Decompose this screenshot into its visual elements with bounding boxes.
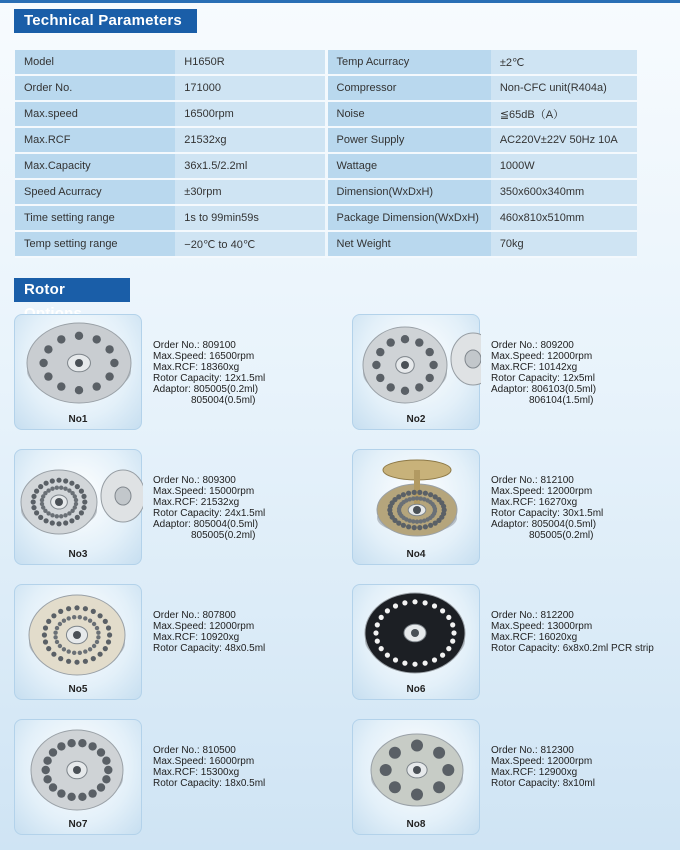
rotor-card-no7 [14,719,142,835]
parameter-label: Dimension(WxDxH) [328,180,491,206]
rotor-specs [153,745,265,789]
parameter-value: ±30rpm [175,180,325,206]
spec-line: Max.RCF: 10920xg [153,632,240,643]
spec-line: Order No.: 812100 [491,475,574,486]
spec-line: Max.Speed: 16000rpm [153,756,255,767]
parameter-value: 21532xg [175,128,325,154]
parameter-value: AC220V±22V 50Hz 10A [491,128,637,154]
rotor-label: No5 [68,684,88,695]
rotor-card-no6 [352,584,480,700]
spec-line: Max.RCF: 21532xg [153,497,240,508]
spec-line: Rotor Capacity: 18x0.5ml [153,778,266,789]
parameter-row [15,102,637,128]
spec-line: Order No.: 812200 [491,610,574,621]
spec-line: Rotor Capacity: 6x8x0.2ml PCR strip [491,643,654,654]
parameter-label: Net Weight [328,232,491,258]
parameter-value: ±2℃ [491,50,637,76]
spec-line: Order No.: 807800 [153,610,236,621]
spec-line: Order No.: 812300 [491,745,574,756]
parameter-label: Compressor [328,76,491,102]
parameter-label: Max.Capacity [15,154,175,180]
spec-line: Adaptor: 805005(0.2ml) [153,384,259,395]
parameter-label: Speed Acurracy [15,180,175,206]
spec-line: Order No.: 810500 [153,745,236,756]
spec-line: Rotor Capacity: 8x10ml [491,778,595,789]
parameter-value: H1650R [175,50,325,76]
spec-line: Max.RCF: 18360xg [153,362,240,373]
spec-line: Order No.: 809300 [153,475,236,486]
parameter-value: 1s to 99min59s [175,206,325,232]
parameter-label: Time setting range [15,206,175,232]
spec-line: Rotor Capacity: 48x0.5ml [153,643,266,654]
spec-line: Rotor Capacity: 24x1.5ml [153,508,266,519]
spec-line: Max.Speed: 16500rpm [153,351,255,362]
spec-line: Order No.: 809100 [153,340,236,351]
rotor-specs [153,340,265,406]
rotor-options-heading: Rotor [14,278,130,302]
parameter-value: 36x1.5/2.2ml [175,154,325,180]
spec-line: Max.RCF: 16020xg [491,632,578,643]
rotor-label: No6 [406,684,426,695]
parameter-label: Package Dimension(WxDxH) [328,206,491,232]
parameter-value: 1000W [491,154,637,180]
parameter-value: 460x810x510mm [491,206,637,232]
parameter-label: Order No. [15,76,175,102]
spec-line: Adaptor: 805004(0.5ml) [153,519,259,530]
rotor-specs [491,610,654,654]
parameter-value: ≦65dB（A） [491,102,637,128]
parameter-label: Model [15,50,175,76]
rotor-specs [491,340,596,406]
rotor-card-no4 [352,449,480,565]
parameter-value: 16500rpm [175,102,325,128]
rotor-label: No8 [406,819,426,830]
spec-line: Max.Speed: 12000rpm [491,756,593,767]
parameter-row [15,154,637,180]
spec-line: Max.RCF: 15300xg [153,767,240,778]
rotor-label: No4 [406,549,426,560]
rotor-specs [153,610,265,654]
spec-line-indented: 805005(0.2ml) [529,530,594,541]
spec-line-indented: 805005(0.2ml) [191,530,256,541]
spec-line: Max.Speed: 12000rpm [153,621,255,632]
rotor-specs [153,475,265,541]
rotor-card-no3 [14,449,142,565]
parameter-value: −20℃ to 40℃ [175,232,325,258]
spec-line: Adaptor: 805004(0.5ml) [491,519,597,530]
rotor-specs [491,745,595,789]
parameter-value: 171000 [175,76,325,102]
parameter-label: Temp Acurracy [328,50,491,76]
parameter-row [15,232,637,258]
spec-line-indented: 805004(0.5ml) [191,395,256,406]
rotor-label: No3 [68,549,88,560]
spec-line: Rotor Capacity: 12x5ml [491,373,595,384]
spec-line-indented: 806104(1.5ml) [529,395,594,406]
rotor-card-no1 [14,314,142,430]
rotor-label: No1 [68,414,88,425]
spec-line: Max.Speed: 12000rpm [491,351,593,362]
parameter-row [15,180,637,206]
parameter-label: Noise [328,102,491,128]
parameter-row [15,128,637,154]
technical-parameters-heading: Technical Parameters [14,9,197,33]
rotor-specs [491,475,603,541]
parameter-row [15,206,637,232]
spec-line: Max.RCF: 12900xg [491,767,578,778]
spec-line: Max.Speed: 15000rpm [153,486,255,497]
spec-line: Max.RCF: 10142xg [491,362,578,373]
parameter-value: 70kg [491,232,637,258]
spec-line: Max.Speed: 13000rpm [491,621,593,632]
rotor-card-no8 [352,719,480,835]
parameter-value: Non-CFC unit(R404a) [491,76,637,102]
parameter-row [15,50,637,76]
spec-line: Max.Speed: 12000rpm [491,486,593,497]
parameter-label: Temp setting range [15,232,175,258]
spec-line: Rotor Capacity: 30x1.5ml [491,508,604,519]
spec-line: Adaptor: 806103(0.5ml) [491,384,597,395]
parameter-label: Max.RCF [15,128,175,154]
parameter-label: Max.speed [15,102,175,128]
technical-parameters-table [15,50,637,258]
parameter-value: 350x600x340mm [491,180,637,206]
rotor-label: No7 [68,819,88,830]
rotor-label: No2 [406,414,426,425]
rotor-card-no5 [14,584,142,700]
spec-line: Order No.: 809200 [491,340,574,351]
parameter-label: Wattage [328,154,491,180]
spec-line: Rotor Capacity: 12x1.5ml [153,373,266,384]
spec-line: Max.RCF: 16270xg [491,497,578,508]
parameter-label: Power Supply [328,128,491,154]
top-accent-bar [0,0,680,3]
rotor-card-no2 [352,314,480,430]
parameter-row [15,76,637,102]
